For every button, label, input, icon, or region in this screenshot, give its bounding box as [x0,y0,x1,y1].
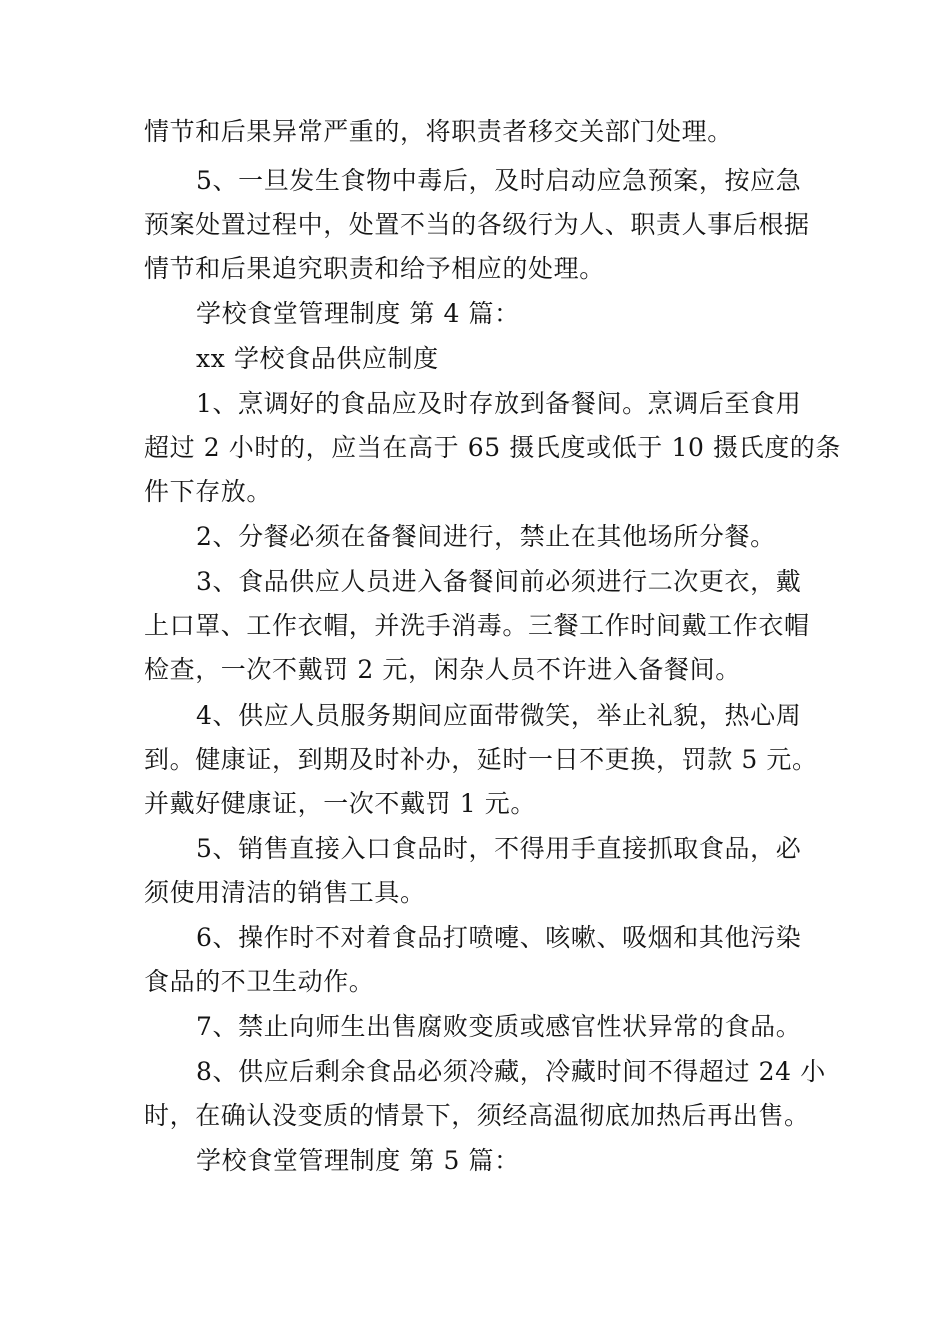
text-line: 超过 2 小时的，应当在高于 65 摄氏度或低于 10 摄氏度的条 [144,433,842,462]
text-line: 4、供应人员服务期间应面带微笑，举止礼貌，热心周 [196,701,802,730]
text-line: 6、操作时不对着食品打喷嚏、咳嗽、吸烟和其他污染 [196,923,802,952]
text-line: 检查，一次不戴罚 2 元，闲杂人员不许进入备餐间。 [144,655,741,684]
text-line: 情节和后果追究职责和给予相应的处理。 [144,254,605,283]
text-line: 时，在确认没变质的情景下，须经高温彻底加热后再出售。 [144,1101,810,1130]
text-line: 5、一旦发生食物中毒后，及时启动应急预案，按应急 [196,166,802,195]
text-line: 1、烹调好的食品应及时存放到备餐间。烹调后至食用 [196,389,802,418]
text-line: 8、供应后剩余食品必须冷藏，冷藏时间不得超过 24 小 [196,1057,826,1086]
text-line: 7、禁止向师生出售腐败变质或感官性状异常的食品。 [196,1012,802,1041]
section-heading: 学校食堂管理制度 第 5 篇： [196,1146,520,1175]
text-line: 情节和后果异常严重的，将职责者移交关部门处理。 [144,117,733,146]
text-line: 并戴好健康证，一次不戴罚 1 元。 [144,789,537,818]
text-line: 上口罩、工作衣帽，并洗手消毒。三餐工作时间戴工作衣帽 [144,611,810,640]
text-line: 食品的不卫生动作。 [144,967,375,996]
text-line: 2、分餐必须在备餐间进行，禁止在其他场所分餐。 [196,522,776,551]
text-line: 3、食品供应人员进入备餐间前必须进行二次更衣，戴 [196,567,802,596]
text-line: 5、销售直接入口食品时，不得用手直接抓取食品，必 [196,834,802,863]
document-title: xx 学校食品供应制度 [196,344,439,373]
text-line: 预案处置过程中，处置不当的各级行为人、职责人事后根据 [144,210,810,239]
text-line: 件下存放。 [144,477,273,506]
text-line: 到。健康证，到期及时补办，延时一日不更换，罚款 5 元。 [144,745,818,774]
section-heading: 学校食堂管理制度 第 4 篇： [196,299,520,328]
text-line: 须使用清洁的销售工具。 [144,878,426,907]
